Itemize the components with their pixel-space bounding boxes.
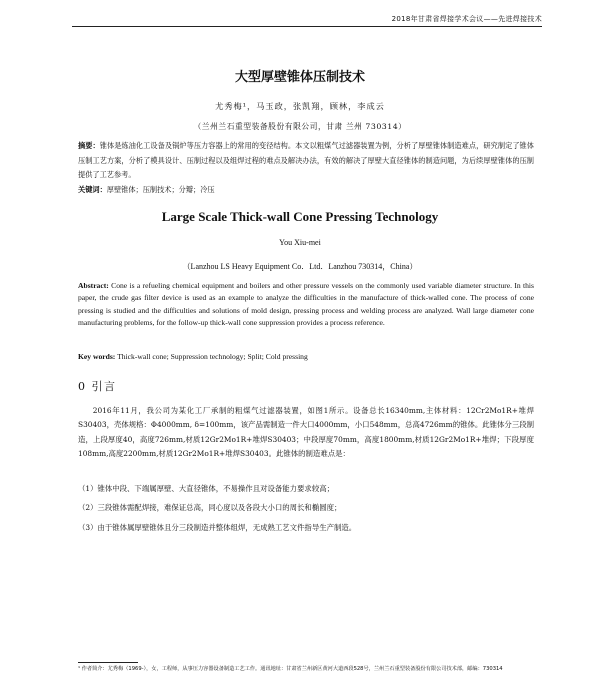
keywords-cn [78, 185, 534, 195]
title-cn: 大型厚壁锥体压制技术 [234, 70, 365, 85]
author-en: You Xiu-mei [279, 238, 321, 247]
keywords-en-text: Thick-wall cone; Suppression technology; Split; Cold pressing [117, 352, 308, 361]
keywords-en [78, 352, 534, 361]
abstract-cn [78, 139, 534, 183]
keywords-cn-label: 关键词： [78, 185, 107, 194]
footnote: ¹ 作者简介：尤秀梅（1969-），女，工程师，从事压力容器设备制造工艺工作。通讯地址：甘肃省兰州新区黄河大道西段528号，兰州兰石重型装备股份有限公司技术部，邮编：730314 [78, 666, 503, 672]
keywords-en-label: Key words: [78, 352, 116, 361]
running-header: 2018年甘肃省焊接学术会议——先进焊接技术 [391, 15, 542, 23]
list-item-2: （2）三段锥体需配焊接，难保证总高，同心度以及各段大小口的周长和椭圆度； [78, 503, 342, 512]
abstract-en-text: Cone is a refueling chemical equipment and boilers and other pressure vessels on the commonly used variable diameter structure. In this paper, the crude gas filter device is used as an example to analyze the difficulties in the manufacture of thick-walled cone. The process of cone pressing is studied and the difficulties and solutions of mold design, pressing process and welding process are analyzed. Wall large diameter cone manufacturing problems, for the follow-up thick-wall cone suppression provides a process reference. [78, 281, 534, 327]
abstract-en [78, 280, 534, 329]
list-item-1: （1）锥体中段、下端属厚壁、大直径锥体，不易操作且对设备能力要求较高； [78, 484, 334, 493]
section-heading: 0 引言 [78, 380, 117, 393]
header-rule [72, 26, 542, 27]
affiliation-cn: （兰州兰石重型装备股份有限公司，甘肃 兰州 730314） [193, 122, 407, 131]
title-en: Large Scale Thick-wall Cone Pressing Technology [161, 209, 439, 224]
abstract-cn-label: 摘要： [78, 141, 100, 150]
affiliation-en: （Lanzhou LS Heavy Equipment Co．Ltd．Lanzhou 730314，China） [182, 262, 418, 271]
abstract-cn-text: 锥体是炼油化工设备及锅炉等压力容器上的常用的变径结构。本文以粗煤气过滤器装置为例，分析了厚壁锥体制造难点，研究制定了锥体压制工艺方案，分析了模具设计、压制过程以及组焊过程的难点及解决办法，有效的解决了厚壁大直径锥体的制造问题，为后续厚壁锥体的压制提供了工艺参考。 [78, 141, 534, 179]
list-item-3: （3）由于锥体属厚壁锥体且分三段制造并整体组焊，无成熟工艺文件指导生产制造。 [78, 523, 357, 532]
keywords-cn-text: 厚壁锥体；压制技术；分瓣；冷压 [106, 185, 215, 194]
body-paragraph: 2016年11月，我公司为某化工厂承制的粗煤气过滤器装置，如图1所示。设备总长16340mm,主体材料：12Cr2Mo1R+堆焊S30403，壳体规格：Φ4000mm, δ=100mm，该产品需制造一件大口4000mm，小口548mm，总高4726mm的锥体。此锥体分三段制造，上段厚度40，高度726mm,材质12Gr2Mo1R+堆焊S30403；中段厚度70mm，高度1800mm,材质12Gr2Mo1R+堆焊；下段厚度108mm,高度2200mm,材质12Gr2Mo1R+堆焊S30403。此锥体的制造难点是： [78, 406, 534, 458]
abstract-en-label: Abstract: [78, 281, 109, 290]
footnote-rule [78, 662, 138, 663]
authors-cn: 尤秀梅¹，马玉政，张凯翔，顾林，李成云 [215, 101, 385, 111]
